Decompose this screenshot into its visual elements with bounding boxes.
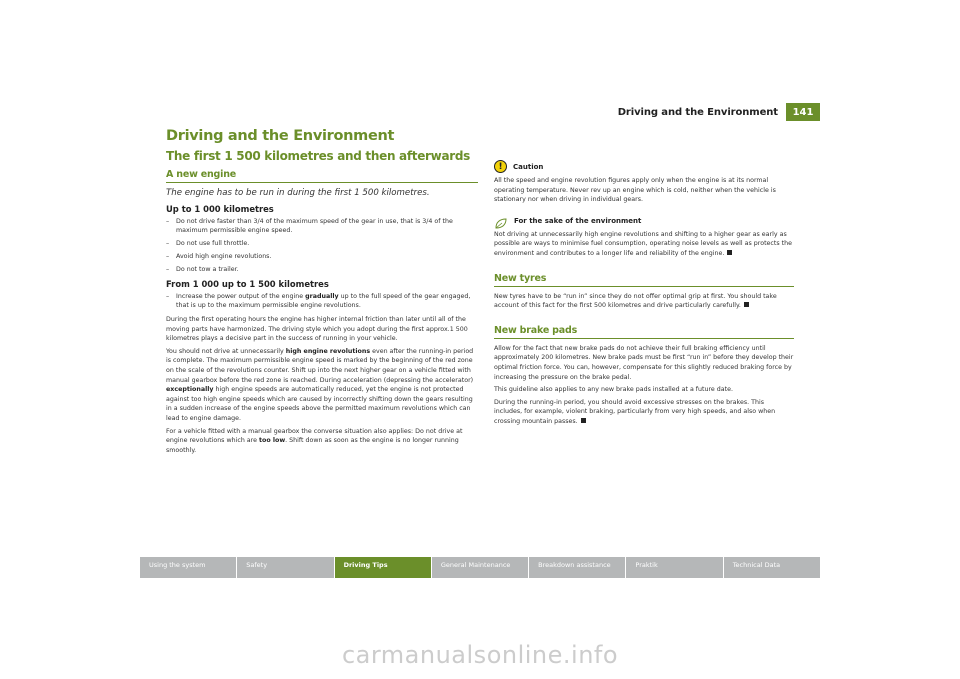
brakes-paragraph-3: During the running-in period, you should avoid excessive stresses on the brakes. This includes, for example, violent braking, particularly from very high speeds, and also when crossing mountain passes. bbox=[494, 398, 776, 425]
tab-safety[interactable]: Safety bbox=[237, 557, 334, 578]
watermark: carmanualsonline.info bbox=[341, 641, 619, 669]
end-mark-icon bbox=[727, 250, 732, 255]
end-mark-icon bbox=[744, 302, 749, 307]
subsection-title: The first 1 500 kilometres and then afterwards bbox=[166, 149, 471, 163]
tab-driving-tips[interactable]: Driving Tips bbox=[335, 557, 432, 578]
topic-title-new-engine: A new engine bbox=[166, 169, 478, 183]
paragraph-revolutions: You should not drive at unnecessarily high engine revolutions even after the running-in period is complete. The maximum permissible engine speed is marked by the beginning of the red zone on the scale of the revolutions counter. Shift up into the next higher gear on a vehicle fitted with manual gearbox before the red zone is reached. During acceleration (depressing the accelerator) exceptionally high engine speeds are automatically reduced, yet the engine is not protected against too high engine speeds which are caused by incorrectly shifting down the gears resulting in a sudden increase of the engine speeds above the permitted maximum revolutions which can lead to engine damage. bbox=[166, 347, 474, 422]
left-column bbox=[166, 128, 478, 458]
list-item: – Do not tow a trailer. bbox=[166, 266, 239, 273]
caution-label: Caution bbox=[513, 162, 544, 171]
brakes-paragraph-2: This guideline also applies to any new brake pads installed at a future date. bbox=[494, 386, 733, 394]
environment-text: Not driving at unnecessarily high engine revolutions and shifting to a higher gear as early as possible are ways to minimise fuel consumption, operating noise levels as well as protects the environment and contributes to a longer life and reliability of the engine. bbox=[494, 230, 792, 257]
list-item: – Do not drive faster than 3/4 of the maximum speed of the gear in use, that is 3/4 of the maximum permissible engine speed. bbox=[166, 218, 453, 234]
paragraph-friction: During the first operating hours the engine has higher internal friction than later until all of the moving parts have harmonized. The driving style which you adopt during the first approx.1 500 kilometres plays a decisive part in the success of running in your vehicle. bbox=[166, 316, 468, 343]
intro-text: The engine has to be run in during the first 1 500 kilometres. bbox=[166, 188, 430, 198]
topic-title-new-brake-pads: New brake pads bbox=[494, 325, 794, 339]
section-title: Driving and the Environment bbox=[166, 128, 395, 144]
caution-icon: ! bbox=[494, 160, 507, 173]
brakes-paragraph-1: Allow for the fact that new brake pads do not achieve their full braking efficiency until approximately 200 kilometres. New brake pads must be first “run in” before they develop their optimal friction force. You can, however, compensate for this slightly reduced braking force by increasing the pressure on the brake pedal. bbox=[494, 344, 794, 381]
group2-list bbox=[166, 292, 478, 310]
tab-praktik[interactable]: Praktik bbox=[626, 557, 723, 578]
list-item: – Do not use full throttle. bbox=[166, 240, 250, 247]
caution-text: All the speed and engine revolution figures apply only when the engine is at its normal operating temperature. Never rev up an engine which is cold, neither when the vehicle is stationary nor when driving in individual gears. bbox=[494, 177, 776, 204]
right-column bbox=[494, 160, 794, 430]
end-mark-icon bbox=[581, 418, 586, 423]
environment-leaf-icon bbox=[494, 215, 508, 227]
group1-title: Up to 1 000 kilometres bbox=[166, 204, 274, 214]
tab-breakdown-assistance[interactable]: Breakdown assistance bbox=[529, 557, 626, 578]
group1-list bbox=[166, 217, 478, 274]
group2-title: From 1 000 up to 1 500 kilometres bbox=[166, 279, 329, 289]
paragraph-manual-gearbox: For a vehicle fitted with a manual gearbox the converse situation also applies: Do not drive at engine revolutions which are too low. Shift down as soon as the engine is no longer running smoothly. bbox=[166, 427, 463, 454]
list-item: – Avoid high engine revolutions. bbox=[166, 253, 272, 260]
caution-heading bbox=[494, 160, 794, 173]
tyres-text: New tyres have to be “run in” since they do not offer optimal grip at first. You should take account of this fact for the first 500 kilometres and drive particularly carefully. bbox=[494, 292, 777, 310]
topic-title-new-tyres: New tyres bbox=[494, 273, 794, 287]
chapter-tab-bar bbox=[140, 557, 820, 578]
page-number: 141 bbox=[786, 103, 820, 121]
tab-general-maintenance[interactable]: General Maintenance bbox=[432, 557, 529, 578]
header-title: Driving and the Environment bbox=[617, 106, 778, 118]
environment-heading bbox=[494, 215, 794, 227]
environment-label: For the sake of the environment bbox=[514, 216, 642, 225]
page-header bbox=[618, 103, 820, 121]
tab-technical-data[interactable]: Technical Data bbox=[732, 561, 781, 569]
list-item: – Increase the power output of the engine gradually up to the full speed of the gear engaged, that is up to the maximum permissible engine revolutions. bbox=[166, 293, 471, 309]
tab-using-the-system[interactable]: Using the system bbox=[140, 557, 237, 578]
